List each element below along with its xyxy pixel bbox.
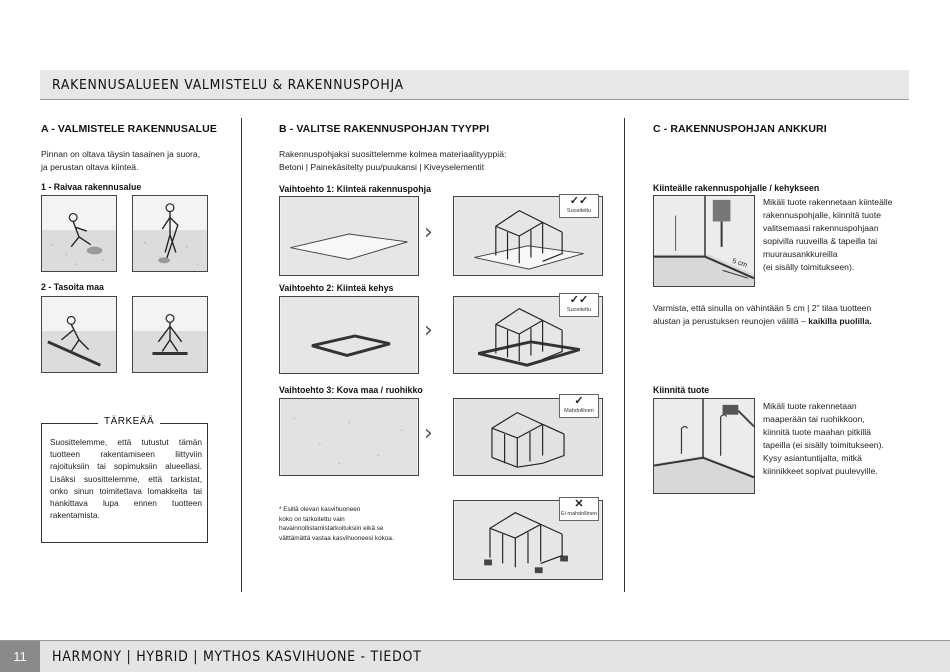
option3-label: Vaihtoehto 3: Kova maa / ruohikko [279, 385, 423, 395]
not-possible-badge [559, 497, 599, 521]
check-icon: ✓ [574, 395, 584, 407]
important-notice-box [41, 416, 208, 543]
important-text: Suosittelemme, että tutustut tämän tuotteen rakentamiseen liittyviin rajoituksiin tai sopimuksiin alueellasi. Lisäksi suosittelemme, että tarkistat, onko sinun toimitettava lomakkeita tai hankittava lupa ennen tuotteen rakentamista. [50, 437, 202, 521]
badge-label: Suositeltu [566, 307, 592, 313]
clearance-emphasis: kaikilla puolilla. [808, 316, 872, 326]
solid-base-subtitle: Kiinteälle rakennuspohjalle / kehykseen [653, 183, 820, 193]
option3-ground-photo [279, 398, 419, 476]
level-ground-photo-2 [132, 296, 208, 373]
measurement-label: 5 cm [731, 257, 748, 270]
section-c-title: C - RAKENNUSPOHJAN ANKKURI [653, 123, 827, 135]
step2-label: 2 - Tasoita maa [41, 282, 104, 292]
section-a-title: A - VALMISTELE RAKENNUSALUE [41, 123, 217, 135]
recommended-badge-1 [559, 194, 599, 218]
section-title: RAKENNUSALUEEN VALMISTELU & RAKENNUSPOHJA [52, 77, 404, 93]
arrow-right-icon: › [424, 421, 433, 446]
level-ground-photo-1 [41, 296, 117, 373]
step1-label: 1 - Raivaa rakennusalue [41, 182, 142, 192]
option2-ground-photo [279, 296, 419, 374]
possible-badge [559, 394, 599, 418]
cross-icon: ✕ [574, 498, 584, 510]
option2-label: Vaihtoehto 2: Kiinteä kehys [279, 283, 394, 293]
option1-label: Vaihtoehto 1: Kiinteä rakennuspohja [279, 184, 432, 194]
clearance-text [653, 302, 913, 328]
section-a-intro: Pinnan on oltava täysin tasainen ja suora, ja perustan oltava kiinteä. [41, 149, 201, 172]
clearance-main: Varmista, että sinulla on vähintään 5 cm | 2" tilaa tuotteen alustan ja perustuksen reunojen välillä – [653, 303, 872, 326]
anchor-drill-photo [653, 195, 755, 287]
badge-label: Mahdollinen [564, 408, 594, 414]
badge-label: Ei mahdollinen [560, 511, 598, 517]
double-check-icon: ✓✓ [569, 294, 589, 306]
footer-title: HARMONY | HYBRID | MYTHOS KASVIHUONE - TIEDOT [52, 649, 422, 665]
section-b-title: B - VALITSE RAKENNUSPOHJAN TYYPPI [279, 123, 490, 135]
option1-ground-photo [279, 196, 419, 276]
arrow-right-icon: › [424, 220, 433, 245]
clear-area-photo-1 [41, 195, 117, 272]
page-number: 11 [0, 641, 40, 672]
fix-product-text: Mikäli tuote rakennetaan maaperään tai ruohikkoon, kiinnitä tuote maahan pitkillä tapeilla (ei sisälly toimitukseen). Kysy asiantuntijalta, mitkä kiinnikkeet sopivat puulevyille. [763, 401, 884, 476]
anchor-hammer-photo [653, 398, 755, 494]
illustration-note: * Esillä olevan kasvihuoneen koko on tarkoitettu vain havainnollistamistarkoituksiin eikä se välttämättä vastaa kasvihuoneesi kokoa. [279, 506, 394, 542]
column-divider-1 [241, 118, 242, 592]
arrow-right-icon: › [424, 318, 433, 343]
footer-bar [0, 640, 950, 672]
recommended-badge-2 [559, 293, 599, 317]
section-b-intro: Rakennuspohjaksi suosittelemme kolmea materiaalityyppiä: Betoni | Painekäsitelty puu/puukansi | Kiveyselementit [279, 149, 507, 172]
important-title: TÄRKEÄÄ [98, 416, 160, 427]
column-divider-2 [624, 118, 625, 592]
solid-base-text: Mikäli tuote rakennetaan kiinteälle rakennuspohjalle, kiinnitä tuote valitsemaasi rakennuspohjaan sopivilla ruuveilla & tapeilla tai muurausankkureilla (ei sisälly toimitukseen). [763, 197, 893, 272]
section-header-bar [40, 70, 909, 100]
badge-label: Suositeltu [566, 208, 592, 214]
clear-area-photo-2 [132, 195, 208, 272]
fix-product-subtitle: Kiinnitä tuote [653, 385, 710, 395]
double-check-icon: ✓✓ [569, 195, 589, 207]
